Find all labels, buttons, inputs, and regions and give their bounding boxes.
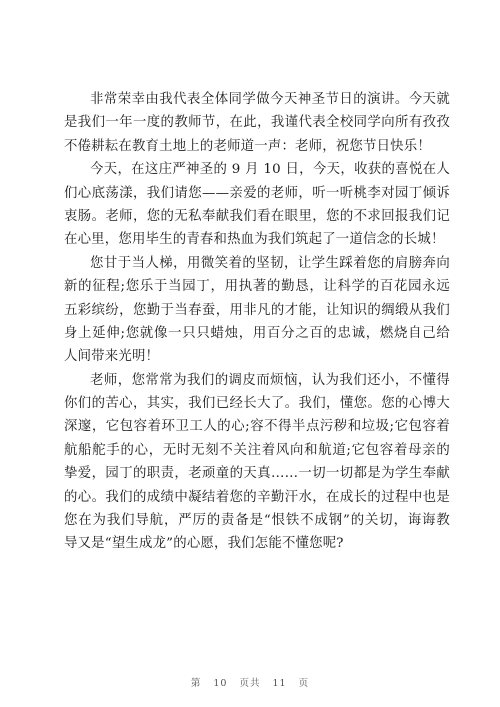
paragraph (64, 369, 450, 556)
text-line: 您在为我们导航，严厉的责备是“恨铁不成钢”的关切，诲诲教 (64, 513, 450, 529)
total-pages-number: 11 (272, 678, 287, 689)
page-label: 第 (190, 678, 202, 689)
text-line: 不倦耕耘在教育土地上的老师道一声：老师，祝您节日快乐！ (64, 138, 431, 154)
text-line: 航船舵手的心，无时无刻不关注着风向和航道;它包容着母亲的 (64, 442, 450, 458)
text-line: 非常荣幸由我代表全体同学做今天神圣节日的演讲。今天就 (90, 92, 450, 107)
paragraph (64, 252, 450, 369)
text-line: 挚爱，园丁的职责，老顽童的天真……一切一切都是为学生奉献 (64, 466, 450, 482)
text-line: 的心。我们的成绩中凝结着您的辛勤汗水，在成长的过程中也是 (64, 489, 450, 505)
text-line: 老师，您常常为我们的调皮而烦恼，认为我们还小，不懂得 (90, 372, 450, 388)
text-line: 您甘于当人梯，用微笑着的坚韧，让学生踩着您的肩膀奔向 (90, 255, 450, 271)
paragraph (64, 88, 450, 158)
document-body (64, 88, 450, 556)
text-line: 深邃，它包容着环卫工人的心;容不得半点污秽和垃圾;它包容着 (64, 419, 450, 435)
page-of-label: 页共 (239, 678, 261, 689)
text-line: 是我们一年一度的教师节，在此，我谨代表全校同学向所有孜孜 (64, 115, 450, 131)
text-line: 你们的苦心，其实，我们已经长大了。我们，懂您。您的心博大 (64, 396, 450, 412)
text-line: 们心底荡漾，我们请您——亲爱的老师，听一听桃李对园丁倾诉 (64, 185, 450, 201)
text-line: 新的征程;您乐于当园丁，用执著的勤恳，让科学的百花园永远 (64, 279, 450, 295)
text-line: 在心里，您用毕生的青春和热血为我们筑起了一道信念的长城！ (64, 232, 445, 248)
text-line: 五彩缤纷，您勤于当春蚕，用非凡的才能，让知识的绸缎从我们 (64, 302, 450, 318)
page-footer (0, 675, 500, 689)
page-end-label: 页 (298, 678, 310, 689)
text-line: 导又是“望生成龙”的心愿，我们怎能不懂您呢? (64, 536, 344, 552)
text-line: 人间带来光明！ (64, 349, 160, 365)
paragraph (64, 158, 450, 252)
text-line: 今天，在这庄严神圣的 9 月 10 日，今天，收获的喜悦在人 (90, 162, 450, 178)
text-line: 身上延伸;您就像一只只蜡烛，用百分之百的忠诚，燃烧自己给 (64, 325, 450, 341)
text-line: 衷肠。老师，您的无私奉献我们看在眼里，您的不求回报我们记 (64, 208, 450, 224)
current-page-number: 10 (213, 678, 228, 689)
